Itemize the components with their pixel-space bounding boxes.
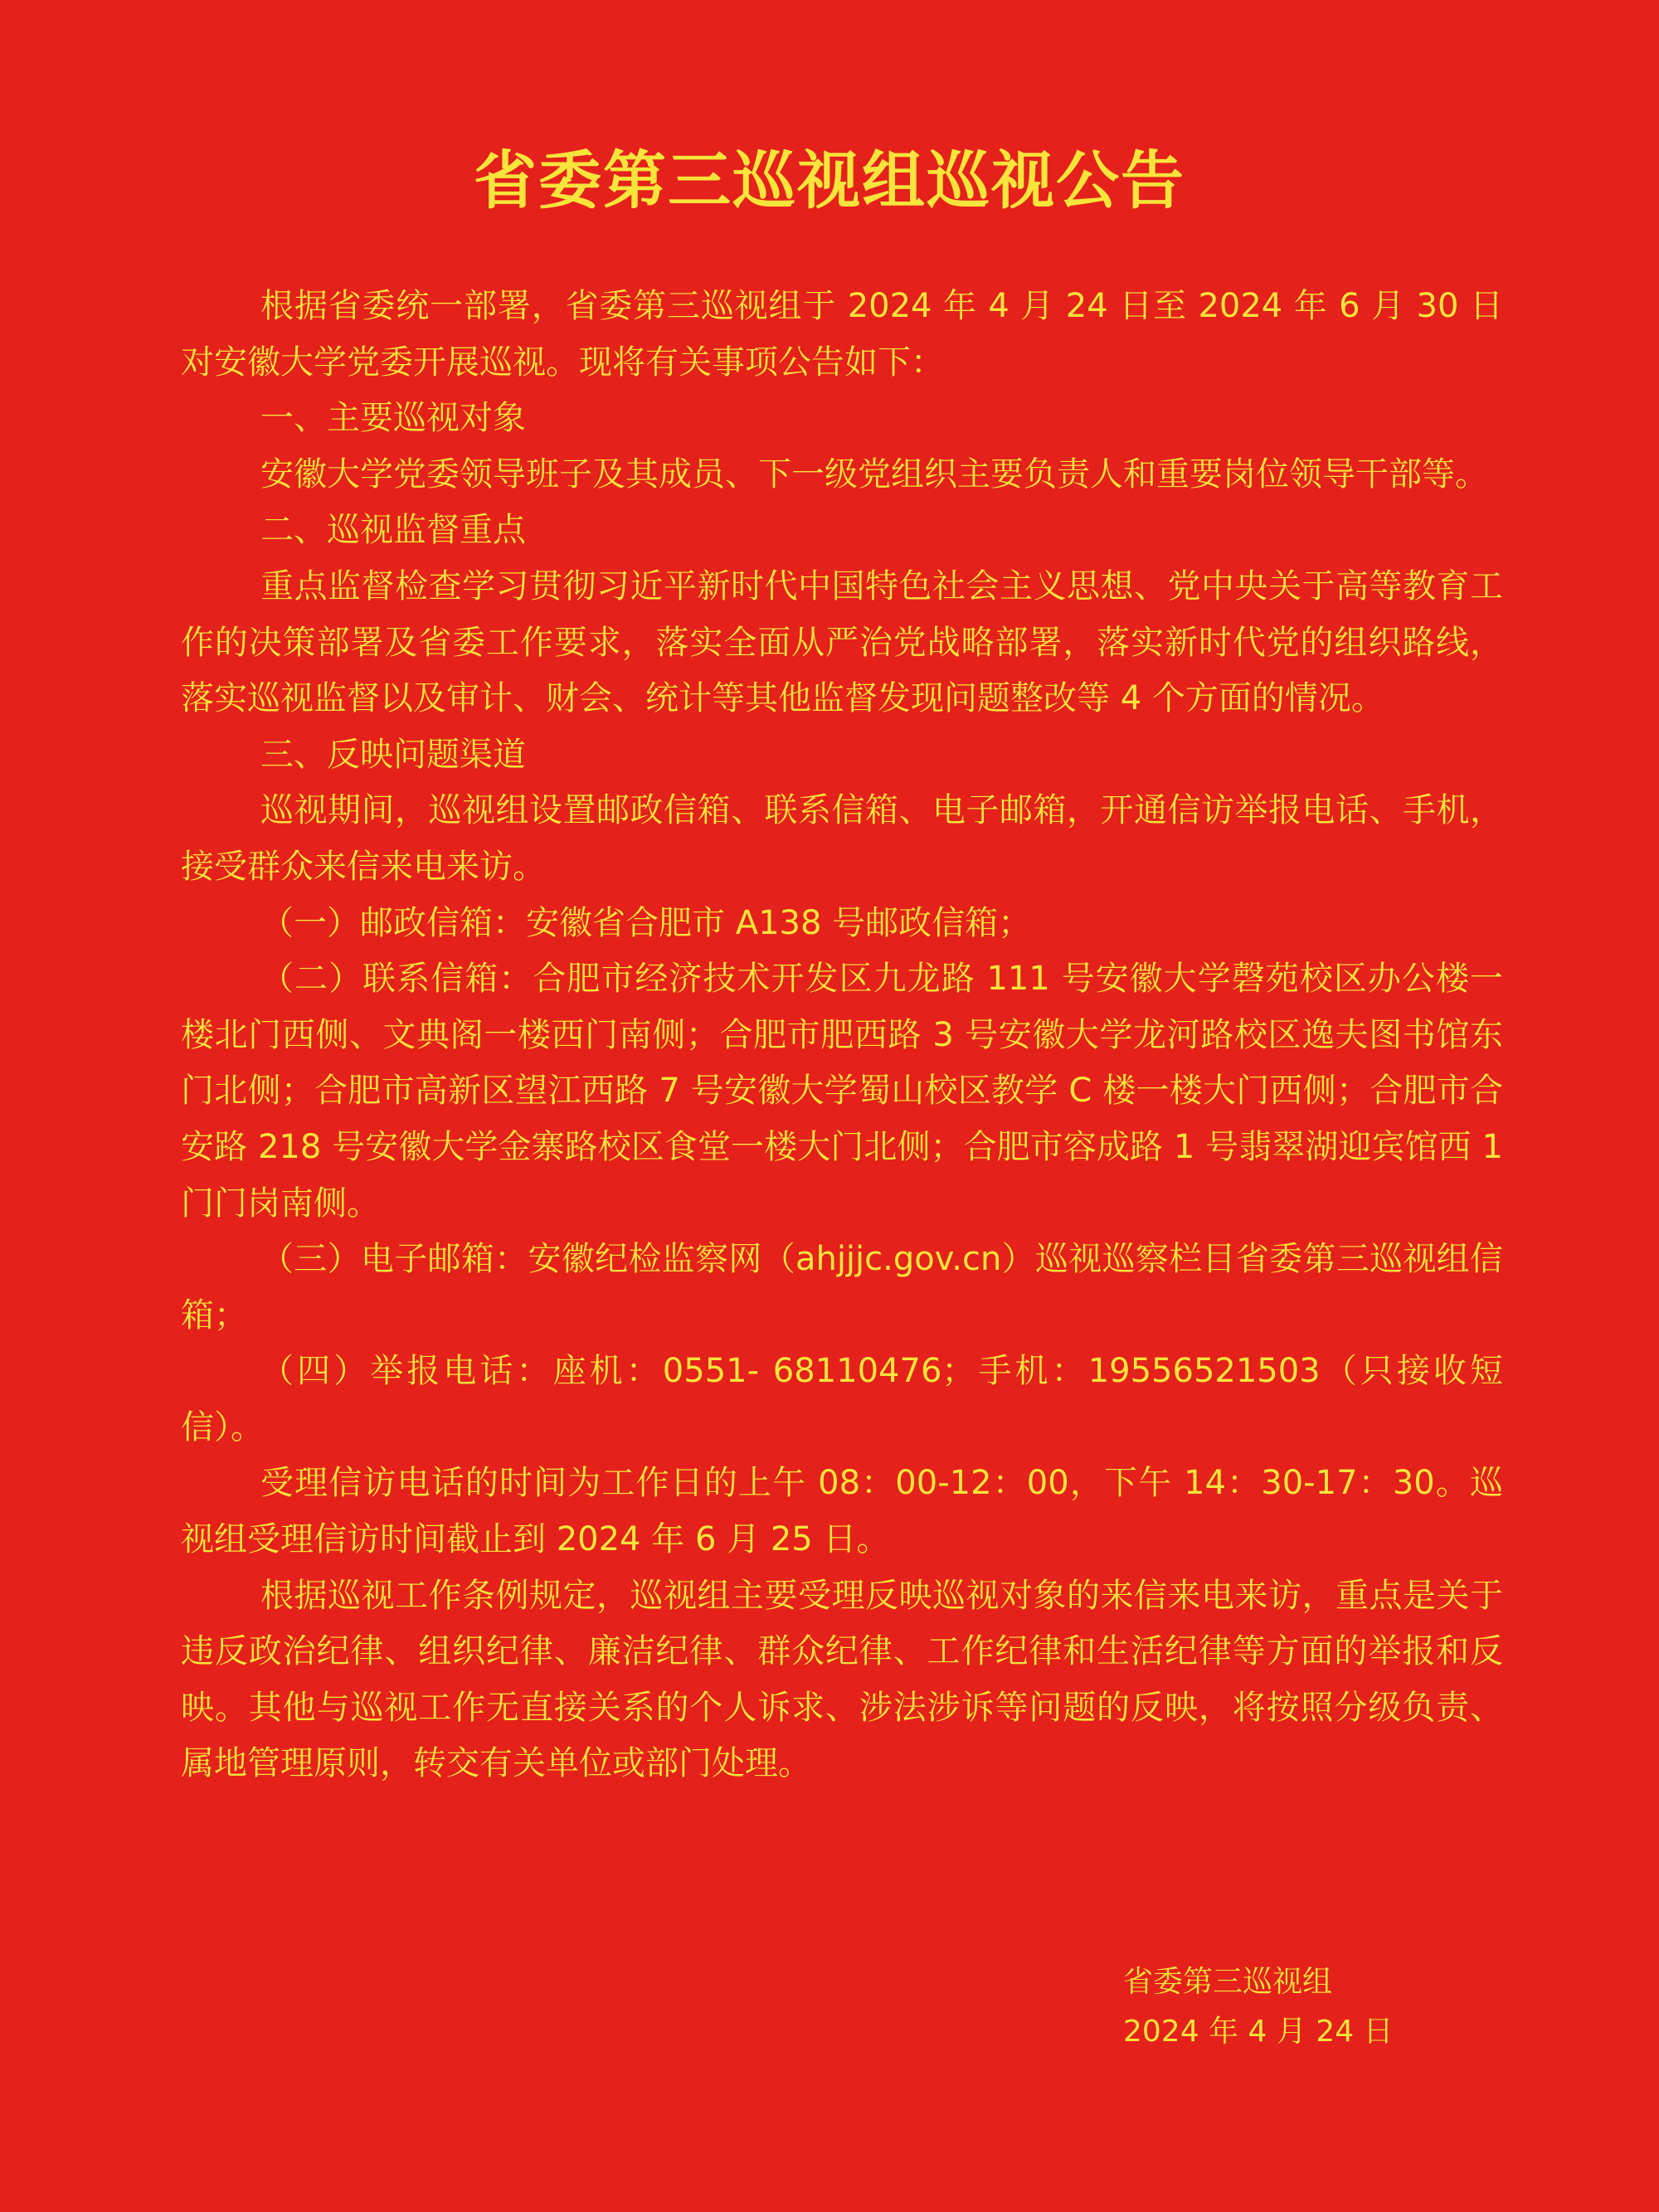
announcement-title: 省委第三巡视组巡视公告 [474,143,1185,217]
email-item: （三）电子邮箱：安徽纪检监察网（ahjjjc.gov.cn）巡视巡察栏目省委第三巡视组信箱； [181,1240,1503,1334]
regulations-paragraph: 根据巡视工作条例规定，巡视组主要受理反映巡视对象的来信来电来访，重点是关于违反政治纪律、组织纪律、廉洁纪律、群众纪律、工作纪律和生活纪律等方面的举报和反映。其他与巡视工作无直接关系的个人诉求、涉法涉诉等问题的反映，将按照分级负责、属地管理原则，转交有关单位或部门处理。 [181,1576,1503,1783]
channels-paragraph: 巡视期间，巡视组设置邮政信箱、联系信箱、电子邮箱，开通信访举报电话、手机，接受群众来信来电来访。 [181,791,1503,886]
postal-mailbox-item: （一）邮政信箱：安徽省合肥市 A138 号邮政信箱； [260,903,1032,942]
signature-block [1123,1957,1394,2057]
section-heading-targets: 一、主要巡视对象 [260,399,526,438]
phone-item: （四）举报电话：座机：0551- 68110476；手机：19556521503（只接收短信）。 [181,1352,1503,1446]
contact-mailbox-item: （二）联系信箱：合肥市经济技术开发区九龙路 111 号安徽大学磬苑校区办公楼一楼北门西侧、文典阁一楼西门南侧；合肥市肥西路 3 号安徽大学龙河路校区逸夫图书馆东门北侧；合肥市高新区望江西路 7 号安徽大学蜀山校区教学 C 楼一楼大门西侧；合肥市合安路 218 号安徽大学金寨路校区食堂一楼大门北侧；合肥市容成路 1 号翡翠湖迎宾馆西 1 门门岗南侧。 [181,960,1503,1223]
section-heading-channels: 三、反映问题渠道 [260,735,526,774]
announcement-body [181,279,1503,1792]
section-heading-focus: 二、巡视监督重点 [260,511,526,550]
signature-date: 2024 年 4 月 24 日 [1123,2015,1394,2049]
targets-paragraph: 安徽大学党委领导班子及其成员、下一级党组织主要负责人和重要岗位领导干部等。 [260,455,1488,493]
focus-paragraph: 重点监督检查学习贯彻习近平新时代中国特色社会主义思想、党中央关于高等教育工作的决策部署及省委工作要求，落实全面从严治党战略部署，落实新时代党的组织路线，落实巡视监督以及审计、财会、统计等其他监督发现问题整改等 4 个方面的情况。 [181,566,1503,718]
signature-org: 省委第三巡视组 [1123,1965,1333,1999]
hours-paragraph: 受理信访电话的时间为工作日的上午 08：00-12：00，下午 14：30-17：30。巡视组受理信访时间截止到 2024 年 6 月 25 日。 [181,1464,1503,1559]
intro-paragraph: 根据省委统一部署，省委第三巡视组于 2024 年 4 月 24 日至 2024 年 6 月 30 日对安徽大学党委开展巡视。现将有关事项公告如下： [181,287,1503,382]
